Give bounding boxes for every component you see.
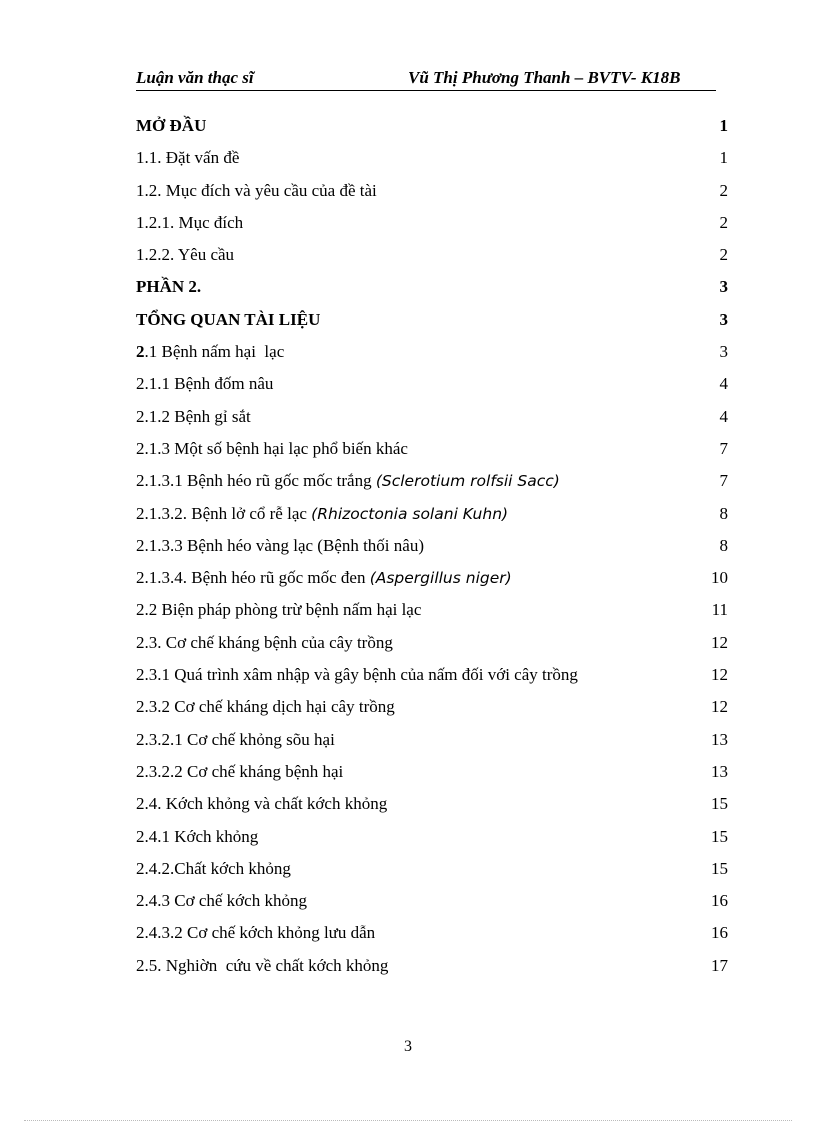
toc-entry-page: 4 — [719, 374, 728, 394]
toc-entry-title — [136, 239, 234, 271]
toc-entry-page: 2 — [719, 245, 728, 265]
toc-entry[interactable] — [136, 498, 728, 530]
toc-entry-page: 16 — [711, 923, 728, 943]
toc-entry-title-text: 2.3. Cơ chế kháng bệnh của cây trồng — [136, 632, 393, 652]
toc-entry-page: 8 — [719, 535, 728, 555]
toc-entry-page: 1 — [719, 116, 728, 135]
toc-entry-title — [136, 368, 273, 400]
toc-entry-title — [136, 853, 291, 885]
toc-entry-page: 15 — [711, 858, 728, 878]
toc-entry[interactable] — [136, 433, 728, 465]
toc-entry-scientific-name: (Rhizoctonia solani Kuhn) — [311, 504, 509, 523]
toc-entry[interactable] — [136, 627, 728, 659]
toc-entry[interactable] — [136, 142, 728, 174]
page-number: 3 — [404, 1038, 412, 1055]
toc-entry[interactable] — [136, 659, 728, 691]
toc-entry-title — [136, 336, 284, 368]
toc-entry-title-text: 1.1. Đặt vấn đề — [136, 148, 240, 168]
toc-entry-title-text: 2.3.2 Cơ chế kháng dịch hại cây trồng — [136, 697, 395, 717]
toc-entry[interactable] — [136, 368, 728, 400]
toc-entry-title — [136, 562, 512, 594]
toc-entry-title-prefix: 2 — [136, 342, 145, 362]
toc-entry-page: 13 — [711, 729, 728, 749]
toc-entry-page: 4 — [719, 406, 728, 426]
toc-entry-title — [136, 271, 201, 303]
toc-entry-title — [136, 142, 239, 174]
toc-entry[interactable] — [136, 562, 728, 594]
toc-entry-title-text: TỔNG QUAN TÀI LIỆU — [136, 309, 321, 329]
toc-entry-title-text: 2.1.3.1 Bệnh héo rũ gốc mốc trắng — [136, 471, 376, 491]
toc-entry-title-text: MỞ ĐẦU — [136, 116, 207, 135]
toc-entry-title — [136, 917, 375, 949]
toc-entry-title-text: 2.4.1 Kớch khỏng — [136, 826, 259, 846]
toc-entry[interactable] — [136, 336, 728, 368]
toc-entry[interactable] — [136, 271, 728, 303]
running-header — [136, 66, 716, 91]
toc-entry-title — [136, 627, 393, 659]
toc-entry-title-text: 2.2 Biện pháp phòng trừ bệnh nấm hại lạc — [136, 600, 422, 620]
toc-entry-title-text: 2.1.2 Bệnh gỉ sắt — [136, 406, 251, 426]
toc-entry-title-text: 2.3.2.1 Cơ chế khỏng sõu hại — [136, 729, 335, 749]
toc-entry-title-text: PHẦN 2. — [136, 277, 202, 297]
toc-entry-title — [136, 433, 408, 465]
toc-entry[interactable] — [136, 594, 728, 626]
toc-entry-page: 7 — [719, 438, 728, 458]
toc-entry-title — [136, 950, 388, 982]
toc-entry-scientific-name: (Aspergillus niger) — [369, 569, 512, 588]
toc-entry-title — [136, 207, 243, 239]
toc-entry-page: 7 — [719, 471, 728, 491]
toc-entry-title — [136, 821, 258, 853]
toc-entry-title — [136, 724, 335, 756]
toc-entry-title-text: 2.3.1 Quá trình xâm nhập và gây bệnh của nấm đối với cây trồng — [136, 665, 578, 685]
toc-entry-page: 15 — [711, 794, 728, 814]
toc-entry-title-text: 2.1.3.2. Bệnh lở cổ rễ lạc — [136, 503, 312, 523]
toc-entry-title — [136, 175, 377, 207]
toc-entry[interactable] — [136, 821, 728, 853]
header-author: Vũ Thị Phương Thanh – BVTV- K18B — [408, 68, 681, 87]
toc-entry-title-text: 2.4. Kớch khỏng và chất kớch khỏng — [136, 794, 388, 814]
toc-entry-title — [136, 465, 560, 497]
toc-entry[interactable] — [136, 110, 728, 142]
toc-entry-title — [136, 304, 320, 336]
toc-entry-title — [136, 885, 307, 917]
table-of-contents — [136, 110, 728, 982]
toc-entry[interactable] — [136, 465, 728, 497]
toc-entry-title-text: 2.4.2.Chất kớch khỏng — [136, 858, 291, 878]
toc-entry[interactable] — [136, 401, 728, 433]
toc-entry[interactable] — [136, 917, 728, 949]
toc-entry-page: 8 — [719, 503, 728, 523]
toc-entry-page: 13 — [711, 761, 728, 781]
toc-entry-page: 1 — [719, 148, 728, 168]
toc-entry-page: 16 — [711, 891, 728, 911]
header-thesis-label: Luận văn thạc sĩ — [136, 68, 254, 87]
toc-entry-page: 12 — [711, 632, 728, 652]
toc-entry-title — [136, 401, 251, 433]
toc-entry-title — [136, 498, 508, 530]
toc-entry-title-text: 1.2.1. Mục đích — [136, 212, 244, 232]
toc-entry[interactable] — [136, 691, 728, 723]
page-bottom-divider — [24, 1120, 792, 1121]
toc-entry-scientific-name: (Sclerotium rolfsii Sacc) — [375, 472, 560, 491]
toc-entry-title-text: 2.5. Nghiờn cứu về chất kớch khỏng — [136, 955, 389, 975]
toc-entry-title-text: 1.2. Mục đích và yêu cầu của đề tài — [136, 180, 377, 200]
toc-entry-title-text: .1 Bệnh nấm hại lạc — [144, 342, 285, 362]
toc-entry[interactable] — [136, 530, 728, 562]
toc-entry-title — [136, 530, 424, 562]
toc-entry[interactable] — [136, 175, 728, 207]
toc-entry-page: 3 — [719, 309, 728, 329]
toc-entry-title-text: 2.4.3.2 Cơ chế kớch khỏng lưu dẫn — [136, 923, 376, 943]
toc-entry-page: 12 — [711, 697, 728, 717]
toc-entry-title — [136, 659, 578, 691]
toc-entry-page: 2 — [719, 180, 728, 200]
toc-entry[interactable] — [136, 885, 728, 917]
toc-entry[interactable] — [136, 724, 728, 756]
toc-entry-title — [136, 756, 343, 788]
toc-entry-page: 10 — [711, 568, 728, 588]
toc-entry-title-text: 1.2.2. Yêu cầu — [136, 245, 235, 265]
toc-entry-page: 2 — [719, 212, 728, 232]
toc-entry-page: 12 — [711, 665, 728, 685]
toc-entry-page: 3 — [719, 277, 728, 297]
toc-entry-page: 15 — [711, 826, 728, 846]
toc-entry-page: 17 — [711, 955, 728, 975]
toc-entry[interactable] — [136, 853, 728, 885]
toc-entry[interactable] — [136, 207, 728, 239]
toc-entry-title-text: 2.3.2.2 Cơ chế kháng bệnh hại — [136, 761, 344, 781]
toc-entry-title-text: 2.4.3 Cơ chế kớch khỏng — [136, 891, 307, 911]
toc-entry-title-text: 2.1.3.4. Bệnh héo rũ gốc mốc đen — [136, 568, 370, 588]
toc-entry[interactable] — [136, 304, 728, 336]
toc-entry-title — [136, 594, 421, 626]
toc-entry[interactable] — [136, 239, 728, 271]
toc-entry[interactable] — [136, 788, 728, 820]
toc-entry-title — [136, 788, 387, 820]
toc-entry-title-text: 2.1.3.3 Bệnh héo vàng lạc (Bệnh thối nâu) — [136, 535, 424, 555]
toc-entry-title-text: 2.1.1 Bệnh đốm nâu — [136, 374, 274, 394]
toc-entry[interactable] — [136, 950, 728, 982]
toc-entry-title — [136, 110, 206, 142]
toc-entry[interactable] — [136, 756, 728, 788]
toc-entry-title-text: 2.1.3 Một số bệnh hại lạc phổ biến khác — [136, 438, 408, 458]
toc-entry-page: 11 — [711, 600, 728, 620]
toc-entry-page: 3 — [719, 342, 728, 362]
toc-entry-title — [136, 691, 395, 723]
